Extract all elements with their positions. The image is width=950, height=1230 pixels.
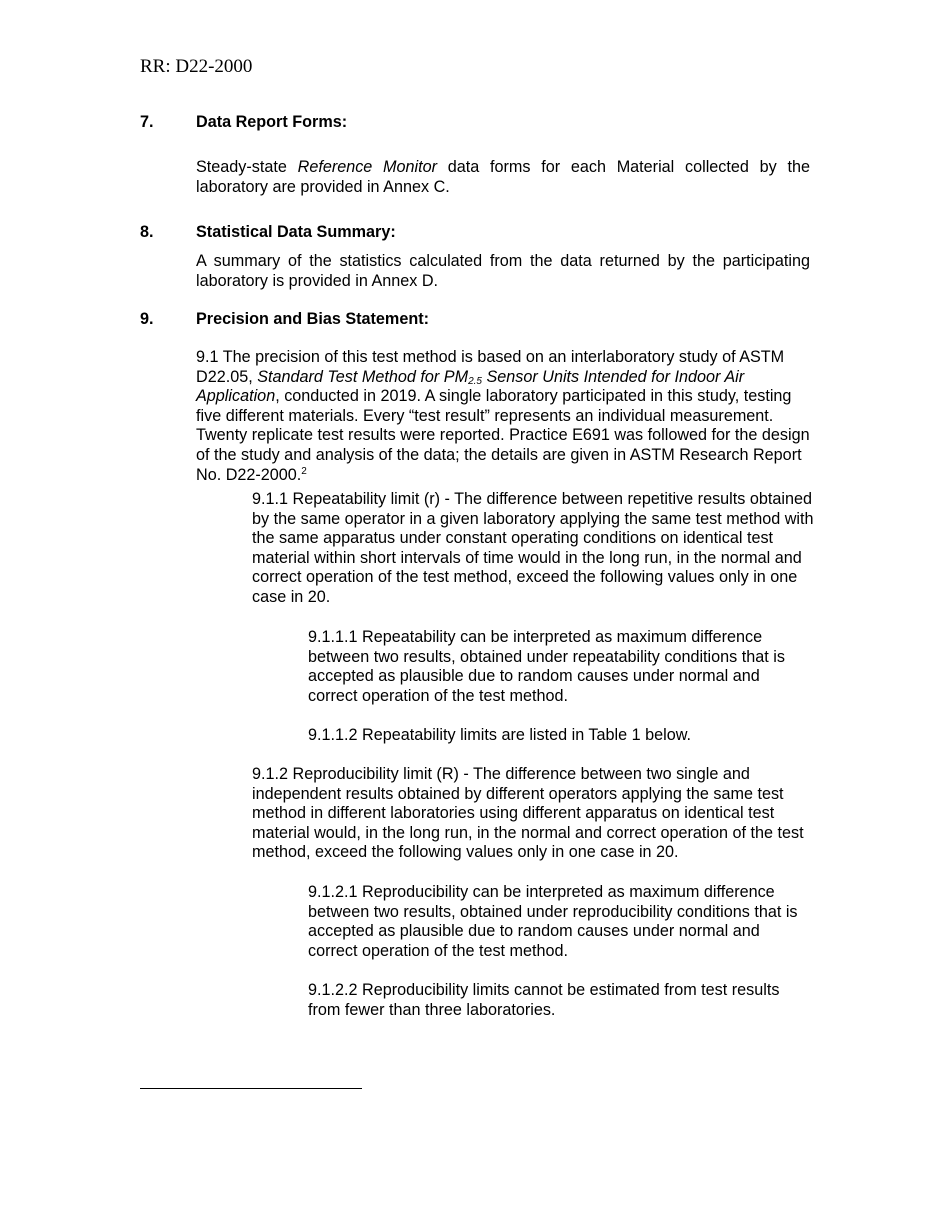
section-title: Data Report Forms:	[196, 113, 348, 131]
section-9-heading	[140, 310, 429, 330]
paragraph-9-1: 9.1 The precision of this test method is based on an interlaboratory study of ASTM D22.05, Standard Test Method for $PM_{2.5}$ Sensor Units Intended for Indoor Air Application, conducted in 2019. A single laboratory participated in this study, testing five different materials. Every “test result” represents an individual measurement. Twenty replicate test results were reported. Practice E691 was followed for the design of the study and analysis of the data; the details are given in ASTM Research Report No. D22-2000.$^2$	[196, 348, 810, 484]
section-title: Precision and Bias Statement:	[196, 310, 429, 328]
reference-monitor-term: Reference Monitor	[297, 158, 438, 176]
section-number: 7.	[140, 113, 154, 131]
paragraph-9-1-2-2: 9.1.2.2 Reproducibility limits cannot be estimated from test results from fewer than three laboratories.	[308, 981, 780, 1019]
section-8-heading	[140, 223, 396, 243]
paragraph-9-1-2-1: 9.1.2.1 Reproducibility can be interpreted as maximum difference between two results, obtained under reproducibility conditions that is accepted as plausible due to random causes under normal and correct operation of the test method.	[308, 883, 798, 960]
paragraph-9-1-1-1: 9.1.1.1 Repeatability can be interpreted as maximum difference between two results, obtained under repeatability conditions that is accepted as plausible due to random causes under normal and correct operation of the test method.	[308, 628, 785, 705]
section-number: 9.	[140, 310, 154, 328]
footnote-reference[interactable]: 2	[301, 465, 307, 477]
paragraph-9-1-2: 9.1.2 Reproducibility limit (R) - The difference between two single and independent results obtained by different operators applying the same test method in different laboratories using different apparatus on identical test material would, in the long run, in the normal and correct operation of the test method, exceed the following values only in one case in 20.	[252, 765, 804, 862]
section-title: Statistical Data Summary:	[196, 223, 396, 241]
paragraph-9-1-1-2: 9.1.1.2 Repeatability limits are listed in Table 1 below.	[308, 726, 692, 744]
paragraph-9-1-1: 9.1.1 Repeatability limit (r) - The difference between repetitive results obtained by the same operator in a given laboratory applying the same test method with the same apparatus under constant operating conditions on identical test material within short intervals of time would in the long run, in the normal and correct operation of the test method, exceed the following values only in one case in 20.	[252, 490, 814, 606]
footnote-separator	[140, 1088, 362, 1089]
section-7-heading	[140, 113, 347, 133]
section-number: 8.	[140, 223, 154, 241]
running-header: RR: D22-2000	[140, 56, 253, 77]
section-7-paragraph: Steady-state Reference Monitor data forms for each Material collected by the laboratory are provided in Annex C.	[196, 158, 810, 196]
section-8-paragraph: A summary of the statistics calculated from the data returned by the participating laboratory is provided in Annex D.	[196, 252, 810, 290]
